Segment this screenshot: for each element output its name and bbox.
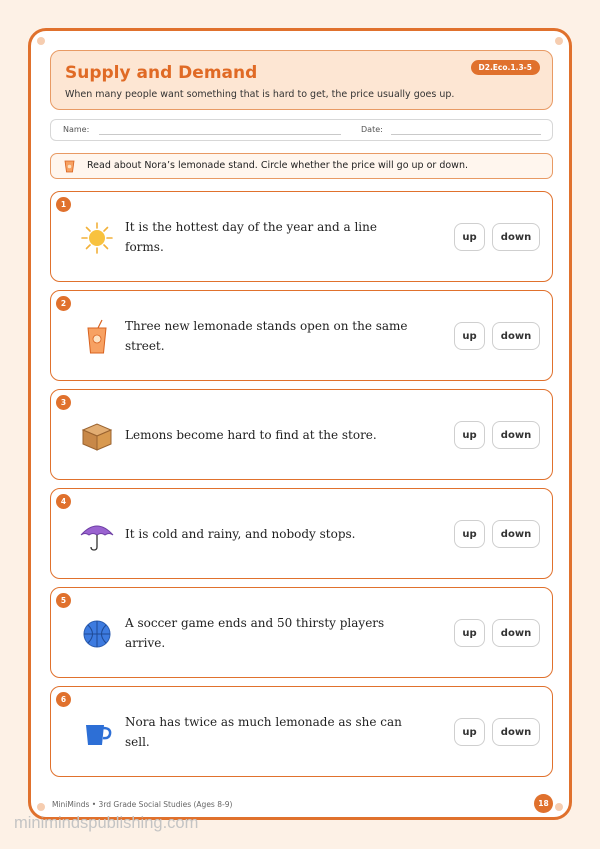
sun-icon — [79, 220, 115, 256]
footer-credit: MiniMinds • 3rd Grade Social Studies (Ages 8-9) — [52, 800, 233, 809]
question-card — [50, 191, 553, 282]
question-number: 6 — [56, 692, 71, 707]
question-card — [50, 488, 553, 579]
date-label: Date: — [361, 125, 383, 134]
lemonade-cup-icon — [64, 159, 75, 173]
question-text: A soccer game ends and 50 thirsty players arrive. — [125, 615, 385, 650]
up-button[interactable]: up — [454, 619, 485, 647]
corner-dot — [37, 37, 45, 45]
up-button[interactable]: up — [454, 223, 485, 251]
down-button[interactable]: down — [492, 223, 540, 251]
question-number: 3 — [56, 395, 71, 410]
date-field[interactable] — [391, 134, 541, 135]
lemonade-cup-icon — [79, 319, 115, 355]
question-text: It is cold and rainy, and nobody stops. — [125, 526, 356, 541]
question-text: Nora has twice as much lemonade as she can sell. — [125, 714, 402, 749]
question-text: Three new lemonade stands open on the same street. — [125, 318, 408, 353]
worksheet-header — [50, 50, 553, 110]
up-button[interactable]: up — [454, 421, 485, 449]
corner-dot — [555, 803, 563, 811]
up-button[interactable]: up — [454, 322, 485, 350]
question-card — [50, 686, 553, 777]
question-card — [50, 587, 553, 678]
umbrella-icon — [79, 517, 115, 553]
up-button[interactable]: up — [454, 718, 485, 746]
question-number: 1 — [56, 197, 71, 212]
question-number: 4 — [56, 494, 71, 509]
down-button[interactable]: down — [492, 718, 540, 746]
down-button[interactable]: down — [492, 619, 540, 647]
up-button[interactable]: up — [454, 520, 485, 548]
worksheet-sheet — [28, 28, 572, 820]
page-title: Supply and Demand — [65, 63, 258, 83]
question-card — [50, 290, 553, 381]
question-number: 5 — [56, 593, 71, 608]
question-text: It is the hottest day of the year and a line forms. — [125, 219, 377, 254]
question-card — [50, 389, 553, 480]
down-button[interactable]: down — [492, 520, 540, 548]
page-subtitle: When many people want something that is hard to get, the price usually goes up. — [65, 89, 455, 100]
question-text: Lemons become hard to find at the store. — [125, 427, 377, 442]
standard-badge: D2.Eco.1.3-5 — [471, 60, 540, 75]
down-button[interactable]: down — [492, 322, 540, 350]
page-number: 18 — [534, 794, 553, 813]
question-number: 2 — [56, 296, 71, 311]
name-date-bar — [50, 119, 553, 141]
name-label: Name: — [63, 125, 90, 134]
down-button[interactable]: down — [492, 421, 540, 449]
corner-dot — [37, 803, 45, 811]
publisher-watermark: minimindspublishing.com — [14, 814, 199, 832]
box-icon — [79, 418, 115, 454]
name-field[interactable] — [99, 134, 341, 135]
mug-icon — [79, 715, 115, 751]
ball-icon — [79, 616, 115, 652]
instructions-text: Read about Nora’s lemonade stand. Circle whether the price will go up or down. — [87, 160, 468, 171]
corner-dot — [555, 37, 563, 45]
instructions-box — [50, 153, 553, 179]
